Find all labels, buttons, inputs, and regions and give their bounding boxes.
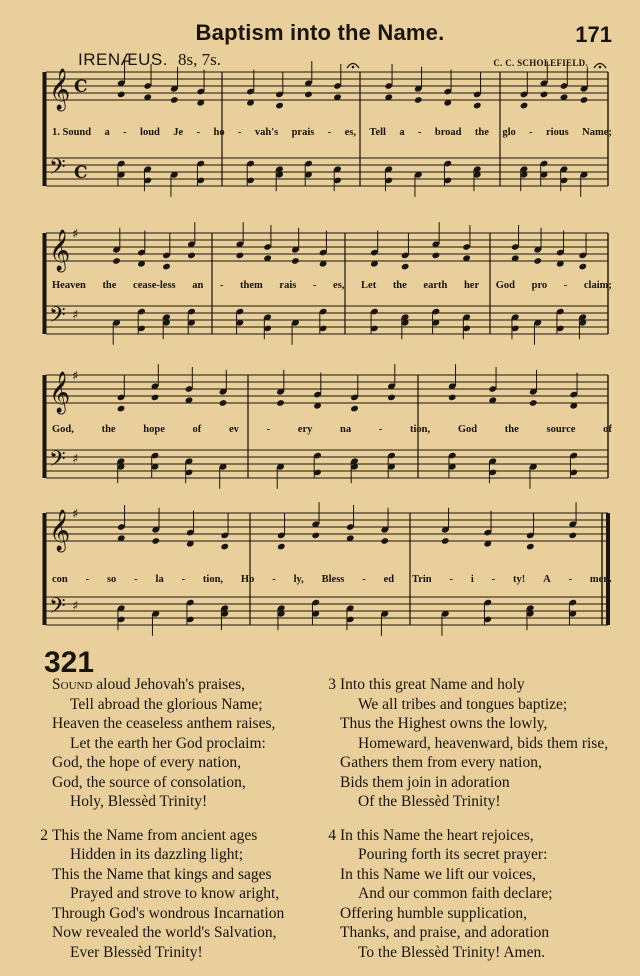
note-head: [219, 399, 228, 407]
lyric-syllable: Let: [361, 280, 377, 291]
note-head: [526, 543, 535, 551]
note-head: [275, 102, 284, 110]
fermata-dot: [352, 66, 355, 69]
note-head: [414, 96, 423, 104]
note-head: [473, 102, 482, 110]
note-head: [117, 91, 126, 99]
verse-text: Through God's wondrous Incarnation: [52, 904, 285, 922]
lyric-syllable: a: [399, 127, 405, 138]
note-head: [151, 394, 160, 402]
verse-text: Holy, Blessèd Trinity!: [70, 793, 208, 810]
verse-text: aloud Jehovah's praises,: [92, 676, 245, 693]
note-head: [529, 399, 538, 407]
verse-text: Into this great Name and holy: [340, 676, 525, 693]
verse-line: [52, 675, 284, 695]
note-head: [276, 399, 285, 407]
verse-text: Now revealed the world's Salvation,: [52, 924, 277, 941]
verse-text: Homeward, heavenward, bids them rise,: [358, 734, 609, 752]
first-word: Sound: [52, 676, 93, 693]
verse-text: To the Blessèd Trinity! Amen.: [358, 943, 546, 961]
note-head: [448, 394, 457, 402]
lyric-syllable: Bless: [321, 574, 345, 585]
lyric-line: [52, 424, 612, 436]
lyric-syllable: source: [546, 424, 576, 435]
lyric-syllable: na: [340, 424, 352, 435]
verse-text: And our common faith declare;: [358, 885, 553, 902]
lyric-syllable: ery: [297, 424, 313, 435]
lyric-syllable: -: [85, 574, 90, 585]
verse-text: Of the Blessèd Trinity!: [358, 793, 501, 810]
verse-line: [52, 943, 284, 963]
note-head: [170, 96, 179, 104]
lyric-syllable: so: [106, 574, 117, 585]
verse-line: [52, 734, 284, 754]
lyric-syllable: -: [312, 280, 317, 291]
verse-text: God, the hope of every nation,: [52, 754, 241, 771]
note-head: [220, 543, 229, 551]
lyric-syllable: cease-less: [133, 280, 176, 291]
note-head: [236, 252, 245, 260]
verse-text: Gathers them from every nation,: [340, 754, 542, 771]
verse-text: God, the source of consolation,: [52, 773, 246, 791]
lyric-syllable: -: [327, 127, 332, 138]
lyric-syllable: -: [181, 574, 186, 585]
page-title: Baptism into the Name.: [195, 20, 445, 45]
lyric-syllable: Tell: [369, 127, 386, 138]
treble-clef: 𝄞: [49, 372, 71, 413]
lyric-syllable: earth: [423, 280, 448, 291]
lyric-syllable: God,: [52, 424, 74, 435]
lyric-syllable: es,: [333, 280, 345, 291]
verse-line: [340, 734, 608, 754]
lyric-syllable: -: [449, 574, 453, 585]
note-head: [387, 394, 396, 402]
lyric-syllable: -: [219, 280, 224, 291]
lyric-syllable: rious: [546, 127, 569, 138]
verse-text: Ever Blessèd Trinity!: [70, 943, 203, 961]
lyric-syllable: -: [362, 574, 366, 585]
lyric-syllable: -: [417, 127, 422, 138]
lyric-syllable: -: [134, 574, 138, 585]
stanza-number: 2: [40, 826, 48, 844]
note-head: [291, 257, 300, 265]
stanza: [52, 675, 284, 812]
verse-line: [340, 923, 608, 943]
lyric-syllable: Trin: [411, 574, 432, 585]
sharp-sign: ♯: [72, 308, 79, 323]
lyric-line: [52, 280, 612, 292]
lyric-syllable: ly,: [293, 574, 304, 585]
verse-text: Let the earth her God proclaim:: [70, 734, 266, 752]
note-head: [578, 263, 587, 271]
note-head: [441, 537, 450, 545]
note-head: [151, 537, 160, 545]
time-signature: C: [74, 77, 88, 97]
note-head: [112, 257, 121, 265]
lyric-syllable: -: [266, 424, 271, 435]
lyric-syllable: -: [491, 574, 496, 585]
sharp-sign: ♯: [72, 507, 79, 522]
verse-line: [340, 884, 608, 904]
note-head: [311, 532, 320, 540]
lyric-syllable: con: [52, 574, 68, 585]
bass-clef: 𝄢: [49, 594, 66, 624]
lyric-syllable: her: [463, 280, 480, 291]
note-head: [520, 102, 529, 110]
lyric-syllable: a: [104, 127, 110, 138]
lyric-syllable: glo: [502, 127, 516, 138]
lyric-syllable: ev: [228, 424, 239, 435]
note-head: [162, 263, 171, 271]
lyric-syllable: of: [603, 424, 612, 435]
verse-text: This the Name from ancient ages: [52, 826, 258, 844]
verse-line: [52, 845, 284, 865]
lyric-syllable: the: [101, 424, 116, 435]
lyric-syllable: God: [457, 424, 478, 435]
note-head: [350, 405, 359, 413]
note-head: [187, 252, 196, 260]
lyric-syllable: -: [237, 127, 242, 138]
lyric-syllable: es,: [344, 127, 357, 138]
lyric-syllable: la: [155, 574, 164, 585]
lyric-syllable: Ho: [240, 574, 255, 585]
lyric-syllable: an: [192, 280, 204, 291]
bass-clef: 𝄢: [49, 303, 66, 333]
lyric-syllable: 1. Sound: [52, 127, 92, 138]
lyric-syllable: the: [474, 127, 489, 138]
bass-clef: 𝄢: [49, 155, 66, 185]
page-number: 171: [575, 22, 612, 47]
lyric-syllable: -: [196, 127, 201, 138]
stanza: [40, 826, 285, 963]
lyric-syllable: hope: [143, 424, 165, 435]
verse-line: [328, 675, 608, 695]
verse-text: Thus the Highest owns the lowly,: [340, 715, 548, 732]
lyric-syllable: God: [495, 280, 515, 291]
stanza: [328, 675, 609, 812]
note-head: [533, 257, 542, 265]
verse-line: [52, 773, 284, 793]
lyric-syllable: A: [543, 574, 551, 585]
lyric-line: [52, 127, 612, 139]
lyric-syllable: ed: [383, 574, 395, 585]
stanza-number: 4: [328, 826, 336, 844]
verse-line: [52, 884, 284, 904]
lyric-syllable: ty!: [513, 574, 526, 585]
note-head: [304, 91, 313, 99]
verse-text: Heaven the ceaseless anthem raises,: [52, 715, 276, 732]
verse-text: Hidden in its dazzling light;: [70, 846, 244, 863]
verse-text: This the Name that kings and sages: [52, 865, 272, 883]
lyric-syllable: the: [392, 280, 407, 291]
verses-left-column: [40, 675, 285, 976]
lyric-syllable: tion,: [410, 424, 431, 435]
verse-line: [340, 845, 608, 865]
lyric-syllable: ho: [213, 127, 225, 138]
note-head: [380, 537, 389, 545]
verse-line: [52, 695, 284, 715]
verse-line: [340, 773, 608, 793]
lyric-syllable: -: [123, 127, 127, 138]
verse-line: [340, 792, 608, 812]
verse-text: In this Name we lift our voices,: [340, 865, 536, 883]
composer-credit: C. C. SCHOLEFIELD.: [493, 58, 588, 68]
lyric-syllable: rais: [279, 280, 297, 291]
verse-text: Prayed and strove to know aright,: [70, 885, 280, 902]
lyric-syllable: -: [568, 574, 573, 585]
verse-line: [52, 904, 284, 924]
lyric-syllable: of: [192, 424, 202, 435]
bass-clef: 𝄢: [49, 447, 66, 477]
lyric-syllable: Heaven: [52, 280, 86, 291]
verses-right-column: [328, 675, 609, 976]
lyric-syllable: -: [378, 424, 383, 435]
note-head: [401, 263, 410, 271]
verse-line: [52, 792, 284, 812]
verse-text: Bids them join in adoration: [340, 773, 510, 791]
tune-name: IRENÆUS.: [78, 50, 168, 69]
meter: 8s, 7s.: [178, 50, 221, 69]
verse-line: [40, 826, 284, 846]
lyric-syllable: -: [272, 574, 276, 585]
verse-text: Thanks, and praise, and adoration: [340, 924, 550, 941]
stanza-number: 3: [328, 676, 336, 693]
lyric-syllable: Je: [173, 127, 184, 138]
lyric-syllable: -: [529, 127, 533, 138]
lyric-syllable: loud: [140, 127, 160, 138]
verse-text: Offering humble supplication,: [340, 904, 527, 922]
treble-clef: 𝄞: [49, 510, 71, 551]
lyric-syllable: prais: [291, 127, 315, 138]
verse-line: [340, 695, 608, 715]
time-signature: C: [74, 163, 88, 183]
verse-line: [340, 943, 608, 963]
note-head: [432, 252, 441, 260]
note-head: [277, 543, 286, 551]
verse-line: [328, 826, 608, 846]
verse-line: [340, 865, 608, 885]
lyric-syllable: the: [102, 280, 117, 291]
lyric-syllable: -: [563, 280, 568, 291]
lyric-syllable: them: [240, 280, 263, 291]
lyric-syllable: i: [470, 574, 474, 585]
verse-line: [52, 753, 284, 773]
lyric-syllable: men.: [589, 574, 612, 585]
note-head: [580, 96, 589, 104]
verse-line: [340, 753, 608, 773]
lyric-syllable: vah's: [254, 127, 279, 138]
verse-line: [340, 904, 608, 924]
verse-line: [340, 714, 608, 734]
hymn-number: 321: [44, 646, 95, 679]
note-head: [117, 405, 126, 413]
sharp-sign: ♯: [72, 369, 79, 384]
fermata-dot: [599, 66, 602, 69]
treble-clef: 𝄞: [49, 69, 71, 110]
verse-line: [52, 865, 284, 885]
sharp-sign: ♯: [72, 227, 79, 242]
verse-text: Pouring forth its secret prayer:: [358, 846, 548, 863]
sharp-sign: ♯: [72, 599, 79, 614]
verse-text: In this Name the heart rejoices,: [340, 826, 534, 844]
lyric-syllable: claim;: [583, 280, 612, 291]
lyric-syllable: pro: [531, 280, 548, 291]
note-head: [568, 532, 577, 540]
lyric-syllable: Name;: [582, 127, 612, 138]
lyric-line: [52, 574, 612, 586]
lyric-syllable: tion,: [202, 574, 224, 585]
lyric-syllable: broad: [434, 127, 462, 138]
note-head: [540, 91, 549, 99]
verse-text: We all tribes and tongues baptize;: [358, 695, 568, 713]
treble-clef: 𝄞: [49, 230, 71, 271]
verse-line: [52, 714, 284, 734]
verse-text: Tell abroad the glorious Name;: [70, 695, 263, 713]
sharp-sign: ♯: [72, 452, 79, 467]
stanza: [328, 826, 608, 963]
verse-line: [52, 923, 284, 943]
lyric-syllable: the: [504, 424, 519, 435]
